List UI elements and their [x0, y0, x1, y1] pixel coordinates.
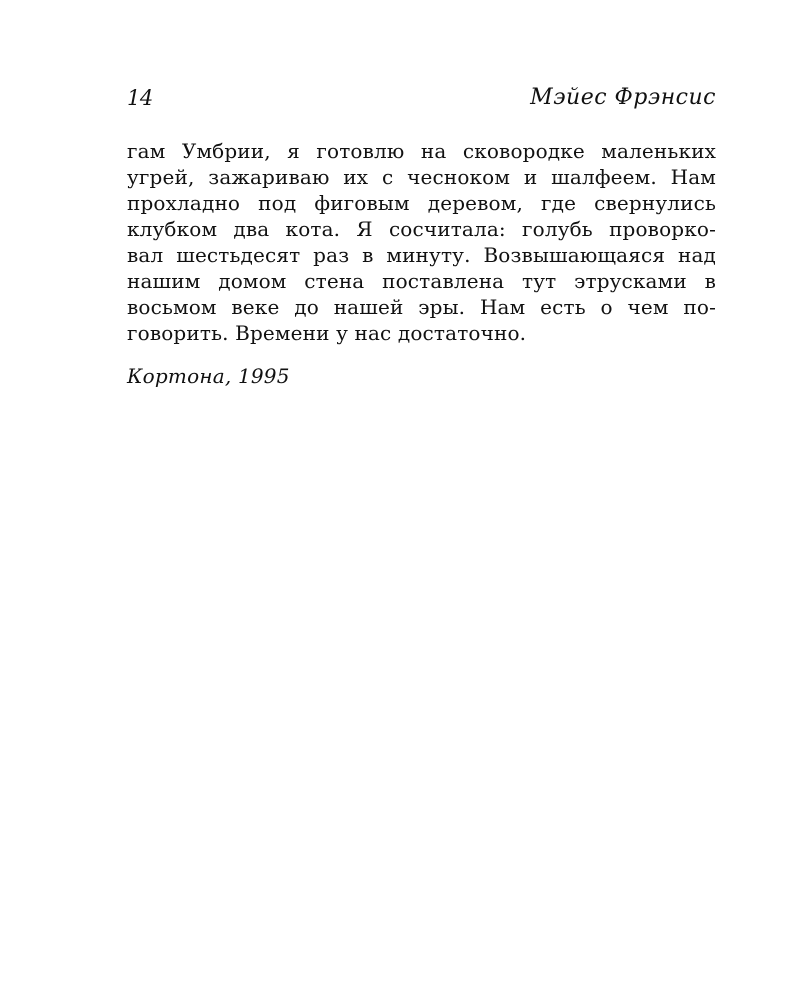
paragraph-line: клубком два кота. Я сосчитала: голубь проворко- — [127, 217, 716, 241]
running-header — [127, 84, 716, 114]
text-block — [127, 138, 716, 389]
page-number: 14 — [127, 86, 153, 110]
author-name: Мэйес Фрэнсис — [530, 85, 716, 110]
place-date-signature: Кортона, 1995 — [127, 364, 290, 388]
paragraph-line: восьмом веке до нашей эры. Нам есть о чем по- — [127, 295, 716, 319]
paragraph-line: говорить. Времени у нас достаточно. — [127, 321, 527, 345]
paragraph-line: нашим домом стена поставлена тут этрусками в — [127, 269, 716, 293]
paragraph-line: угрей, зажариваю их с чесноком и шалфеем. Нам — [127, 165, 716, 189]
body-paragraph — [127, 138, 716, 346]
paragraph-line: прохладно под фиговым деревом, где свернулись — [127, 191, 716, 215]
paragraph-line: гам Умбрии, я готовлю на сковородке маленьких — [127, 139, 716, 163]
paragraph-line: вал шестьдесят раз в минуту. Возвышающаяся над — [127, 243, 716, 267]
